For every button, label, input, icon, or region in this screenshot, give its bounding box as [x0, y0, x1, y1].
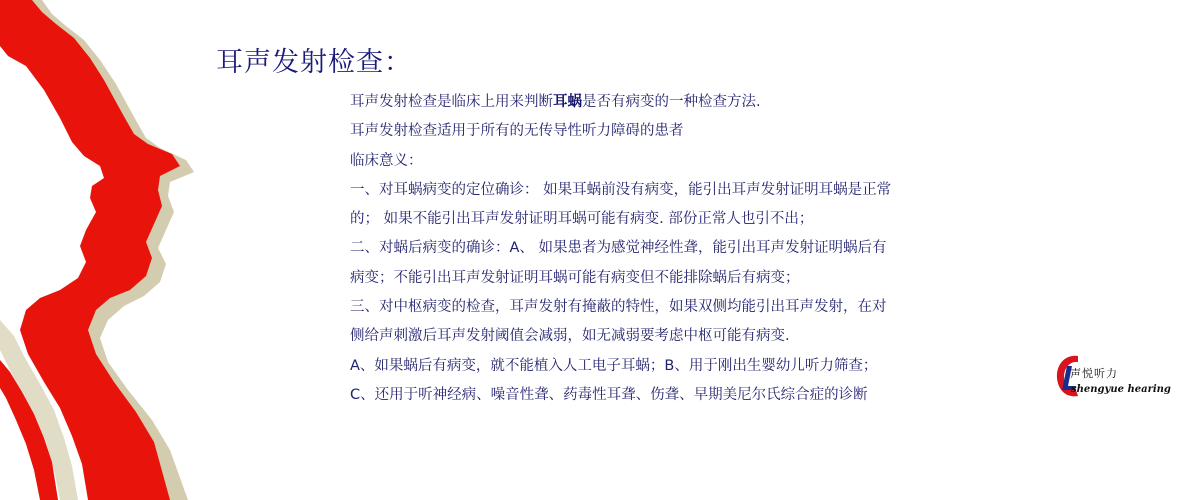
content-line-11: C、还用于听神经病、噪音性聋、药毒性耳聋、伤聋、早期美尼尔氏综合症的诊断: [350, 386, 868, 403]
content-line-5: 的； 如果不能引出耳声发射证明耳蜗可能有病变. 部份正常人也引不出；: [350, 211, 814, 228]
content-line-6: 二、对蜗后病变的确诊：A、 如果患者为感觉神经性聋，能引出耳声发射证明蜗后有: [350, 240, 887, 257]
content-line-7: 病变；不能引出耳声发射证明耳蜗可能有病变但不能排除蜗后有病变；: [350, 269, 800, 286]
face-profile-artwork: [0, 0, 240, 500]
keyword-cochlea: 耳蜗: [553, 94, 582, 110]
content-body: [350, 88, 1040, 410]
content-line-1: [350, 88, 1040, 117]
brand-name-en: shengyue hearing: [1071, 384, 1171, 395]
content-line-3: 临床意义：: [350, 152, 423, 169]
content-line-2: 耳声发射检查适用于所有的无传导性听力障碍的患者: [350, 123, 684, 140]
content-line-10: A、如果蜗后有病变，就不能植入人工电子耳蜗；B、用于刚出生婴幼儿听力筛查；: [350, 357, 878, 374]
brand-name-cn: 声悦听力: [1070, 367, 1118, 380]
content-line-4: 一、对耳蜗病变的定位确诊： 如果耳蜗前没有病变，能引出耳声发射证明耳蜗是正常: [350, 181, 892, 198]
line1-suffix: 是否有病变的一种检查方法.: [582, 94, 761, 110]
page-title: 耳声发射检查：: [216, 47, 412, 78]
content-line-9: 侧给声刺激后耳声发射阈值会减弱，如无减弱要考虑中枢可能有病变.: [350, 328, 790, 345]
line1-prefix: 耳声发射检查是临床上用来判断: [350, 94, 553, 110]
brand-logo: [1054, 352, 1171, 408]
content-line-8: 三、对中枢病变的检查，耳声发射有掩蔽的特性，如果双侧均能引出耳声发射，在对: [350, 299, 887, 316]
